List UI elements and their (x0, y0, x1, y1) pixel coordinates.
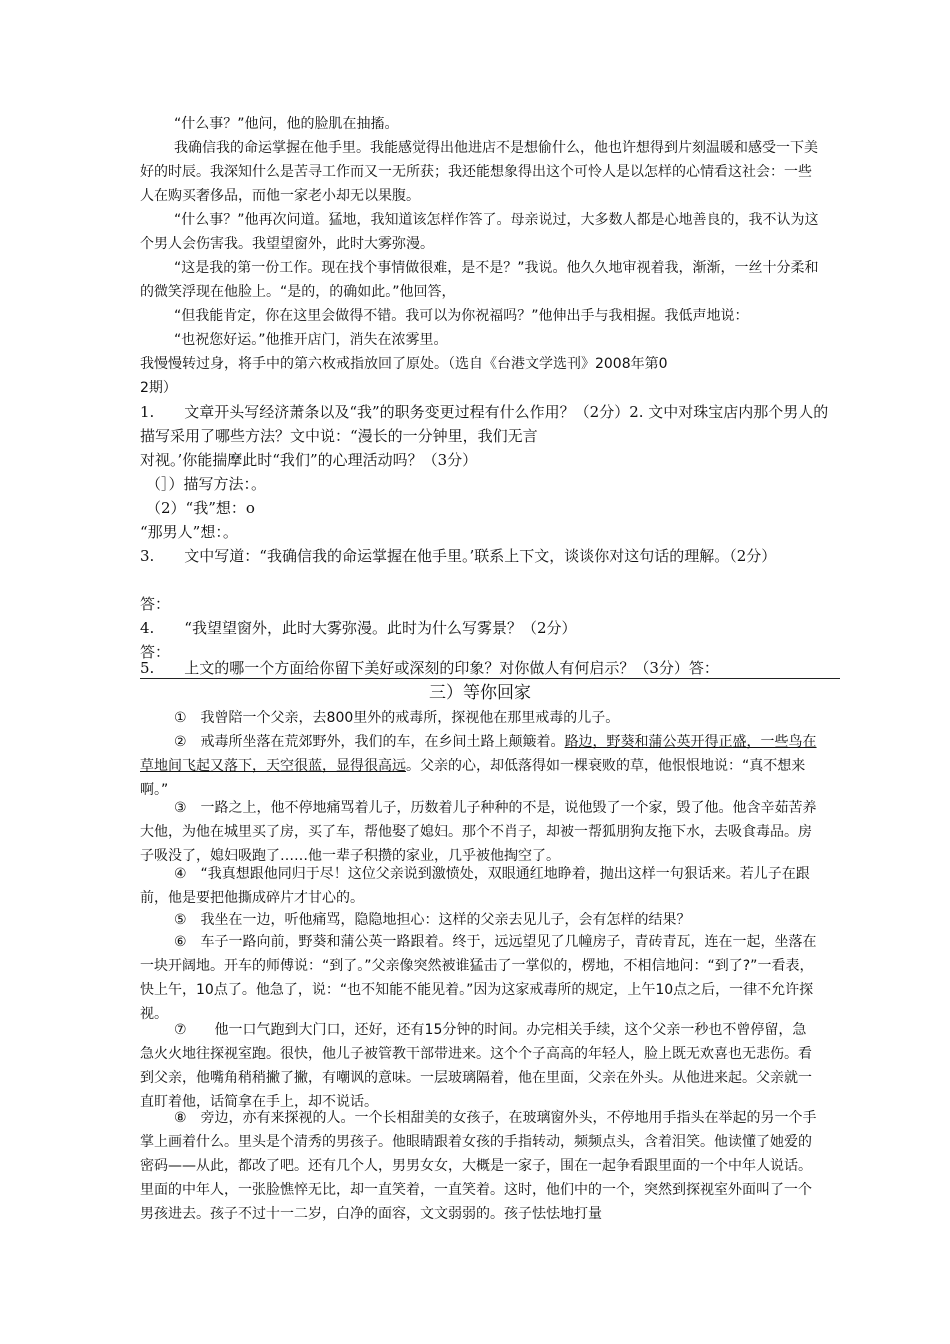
paragraph: “什么事？”他再次问道。猛地，我知道该怎样作答了。母亲说过，大多数人都是心地善良的，我不认为这个男人会伤害我。我望望窗外，此时大雾弥漫。 (140, 212, 819, 252)
paragraph: ⑦ 他一口气跑到大门口，还好，还有15分钟的时间。办完相关手续，这个父亲一秒也不曾停留，急急火火地往探视室跑。很快，他儿子被管教干部带进来。这个个子高高的年轻人，脸上既无欢喜也无悲伤。看到父亲，他嘴角稍稍撇了撇，有嘲讽的意味。一层玻璃隔着，他在里面，父亲在外头。从他进来起。父亲就一直盯着他，话简拿在手上，却不说话。 (140, 1022, 812, 1110)
paragraph-text: ② 戒毒所坐落在荒郊野外，我们的车，在乡间土路上颠簸着。 (174, 734, 565, 750)
answer-line-2: （2）“我”想：o (146, 499, 255, 517)
paragraph: ③ 一路之上，他不停地痛骂着儿子，历数着儿子种种的不是，说他毁了一个家，毁了他。他含辛茹苦养大他，为他在城里买了房，买了车，帮他娶了媳妇。那个不肖子，却被一帮狐朋狗友拖下水，去吸食毒品。房子吸没了，媳妇吸跑了……他一辈子积攒的家业，几乎被他掏空了。 (140, 800, 817, 864)
source-note-line1: 我慢慢转过身，将手中的第六枚戒指放回了原处。（选自《台港文学选刊》2008年第0 (140, 356, 668, 372)
question-3: 3. 文中写道：“我确信我的命运掌握在他手里。’联系上下文，谈谈你对这句话的理解。（2分） (140, 547, 777, 565)
answer-line-3: “那男人”想：。 (140, 523, 238, 541)
paragraph: “什么事？”他问，他的脸肌在抽搐。 (174, 116, 399, 132)
answer-4: 答： (140, 643, 171, 661)
paragraph: ⑤ 我坐在一边，听他痛骂，隐隐地担心：这样的父亲去见儿子，会有怎样的结果？ (174, 912, 691, 928)
paragraph: ① 我曾陪一个父亲，去800里外的戒毒所，探视他在那里戒毒的儿子。 (174, 710, 620, 726)
underlined-text: 路边，野葵和蒲公英开得正盛，一些鸟在草地间飞起又落下，天空很蓝，显得很高远 (140, 734, 817, 774)
paragraph: “但我能肯定，你在这里会做得不错。我可以为你祝福吗？”他伸出手与我相握。我低声地说： (174, 308, 749, 324)
paragraph-text: 。父亲的心，却低落得如一棵衰败的草，他恨恨地说：“真不想来啊。” (140, 758, 806, 798)
source-note-line2: 2期） (140, 380, 177, 396)
question-4: 4. “我望望窗外，此时大雾弥漫。此时为什么写雾景？（2分） (140, 619, 577, 637)
paragraph (140, 730, 820, 802)
question-1-2: 1. 文章开头写经济萧条以及“我”的职务变更过程有什么作用？（2分）2. 文中对珠宝店内那个男人的描写采用了哪些方法？文中说：“漫长的一分钟里，我们无言 (140, 403, 829, 445)
answer-3: 答： (140, 595, 171, 613)
section-title: 三）等你回家 (429, 683, 531, 703)
paragraph: ④ “我真想跟他同归于尽！这位父亲说到激愤处，双眼通红地睁着，抛出这样一句狠话来。若儿子在跟前，他是要把他撕成碎片才甘心的。 (140, 866, 810, 906)
paragraph: ⑧ 旁边，亦有来探视的人。一个长相甜美的女孩子，在玻璃窗外头，不停地用手指头在举起的另一个手掌上画着什么。里头是个清秀的男孩子。他眼睛跟着女孩的手指转动，频频点头，含着泪笑。他读懂了她爱的密码——从此，都改了吧。还有几个人，男男女女，大概是一家子，围在一起争看跟里面的一个中年人说话。里面的中年人，一张脸憔悴无比，却一直笑着，一直笑着。这时，他们中的一个，突然到探视室外面叫了一个男孩进去。孩子不过十一二岁，白净的面容，文文弱弱的。孩子怯怯地打量 (140, 1110, 817, 1222)
paragraph: 我确信我的命运掌握在他手里。我能感觉得出他进店不是想偷什么，他也许想得到片刻温暖和感受一下美好的时辰。我深知什么是苦寻工作而又一无所获；我还能想象得出这个可怜人是以怎样的心情看这社会：一些人在购买奢侈品，而他一家老小却无以果腹。 (140, 140, 818, 204)
paragraph: “这是我的第一份工作。现在找个事情做很难，是不是？”我说。他久久地审视着我，渐渐，一丝十分柔和的微笑浮现在他脸上。“是的，的确如此。”他回答， (140, 260, 819, 300)
paragraph: ⑥ 车子一路向前，野葵和蒲公英一路跟着。终于，远远望见了几幢房子，青砖青瓦，连在一起，坐落在一块开阔地。开车的师傅说：“到了。”父亲像突然被谁猛击了一掌似的，楞地，不相信地问：“到了?”一看表，快上午，10点了。他急了，说：“也不知能不能见着。”因为这家戒毒所的规定，上午10点之后，一律不允许探视。 (140, 934, 817, 1022)
question-2-continued: 对视。’你能揣摩此时“我们”的心理活动吗？（3分） (140, 451, 478, 469)
question-5: 5. 上文的哪一个方面给你留下美好或深刻的印象？对你做人有何启示？（3分）答： (140, 659, 719, 677)
answer-line-1: （］）描写方法：。 (146, 475, 267, 493)
paragraph: “也祝您好运。”他推开店门，消失在浓雾里。 (174, 332, 448, 348)
